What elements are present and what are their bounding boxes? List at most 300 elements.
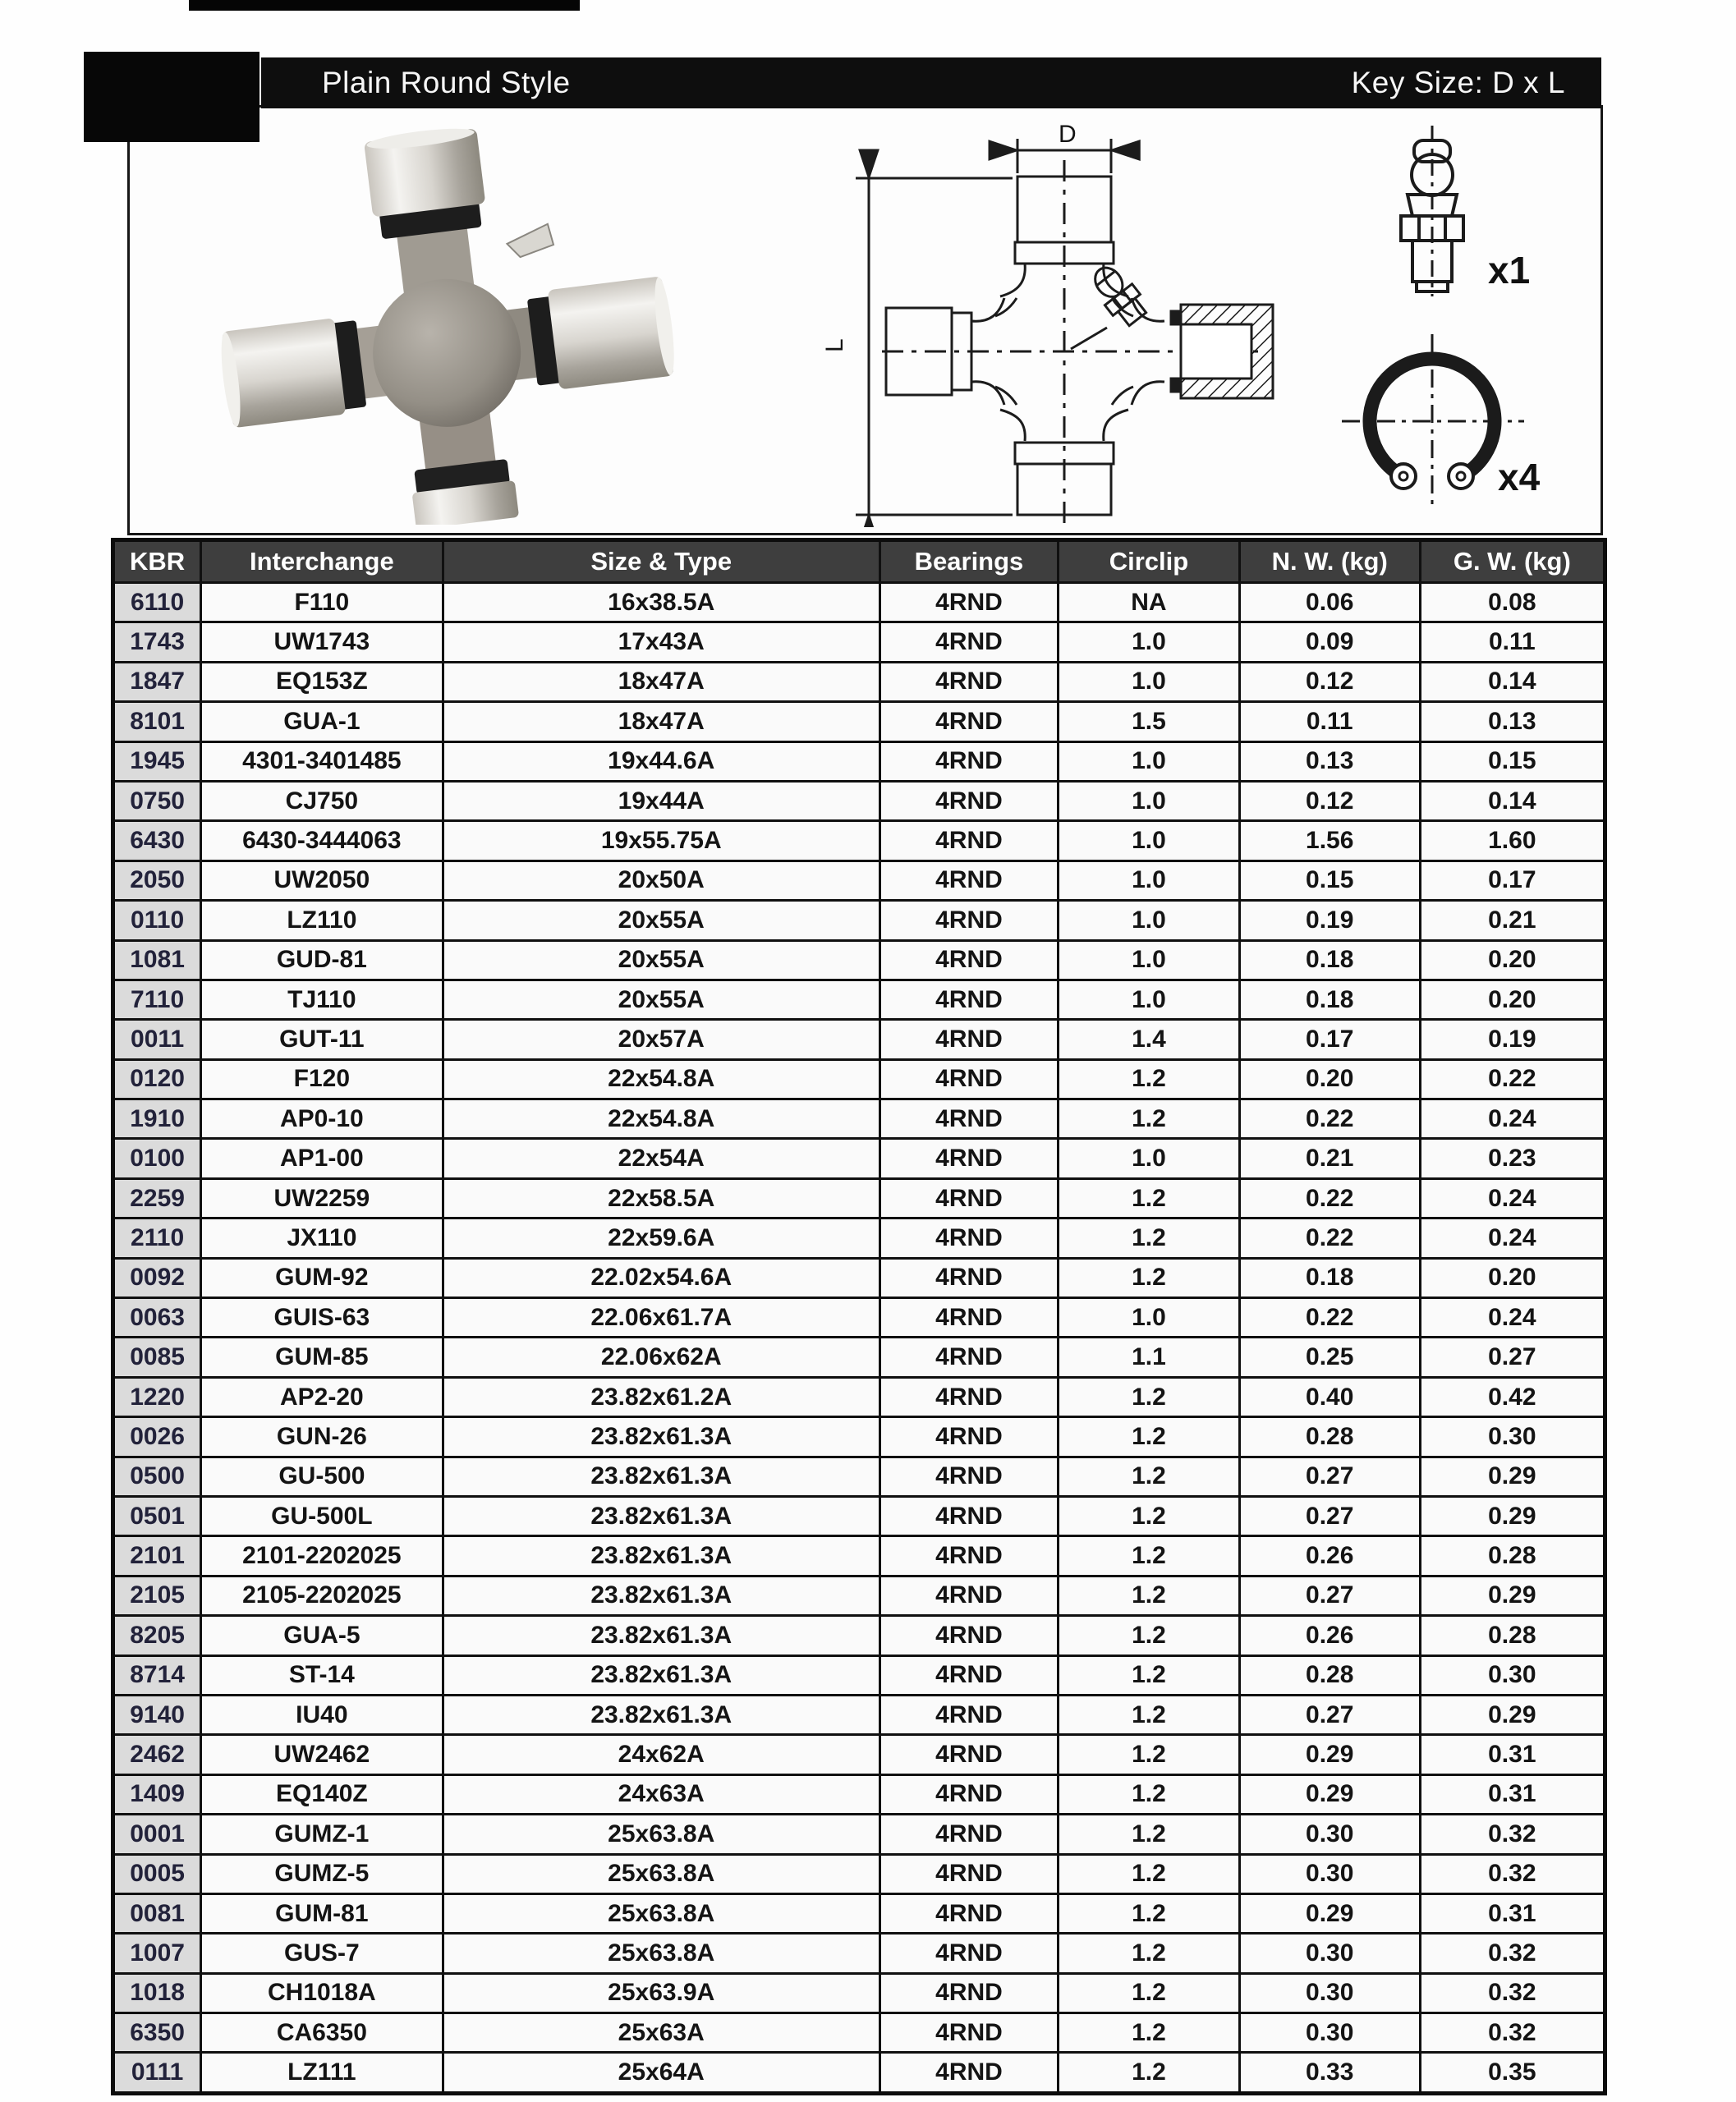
- table-row: [113, 1417, 1605, 1457]
- cell-bearings: 4RND: [879, 940, 1058, 980]
- table-row: [113, 1377, 1605, 1416]
- cell-size_type: 22.06x62A: [443, 1338, 879, 1377]
- cell-circlip: 1.0: [1059, 861, 1240, 900]
- table-row: [113, 1815, 1605, 1854]
- table-row: [113, 1020, 1605, 1059]
- cell-interchange: AP2-20: [201, 1377, 443, 1416]
- cell-net_weight_kg: 0.29: [1239, 1735, 1420, 1774]
- grease-qty-label: x1: [1488, 249, 1531, 291]
- cell-bearings: 4RND: [879, 622, 1058, 662]
- cell-gross_weight_kg: 0.14: [1420, 781, 1605, 820]
- table-row: [113, 980, 1605, 1019]
- cell-net_weight_kg: 0.22: [1239, 1099, 1420, 1139]
- cell-kbr: 1945: [113, 741, 201, 781]
- included-parts: [1335, 119, 1582, 526]
- dim-d-label: D: [1059, 121, 1077, 148]
- cell-size_type: 22.02x54.6A: [443, 1258, 879, 1297]
- cell-interchange: GUN-26: [201, 1417, 443, 1457]
- cell-bearings: 4RND: [879, 1417, 1058, 1457]
- cell-net_weight_kg: 0.11: [1239, 702, 1420, 741]
- table-row: [113, 861, 1605, 900]
- cell-size_type: 25x63.8A: [443, 1934, 879, 1973]
- circlip-icon: [1342, 334, 1524, 508]
- cell-bearings: 4RND: [879, 1298, 1058, 1338]
- cell-interchange: GUM-85: [201, 1338, 443, 1377]
- cell-interchange: GUS-7: [201, 1934, 443, 1973]
- cell-net_weight_kg: 0.22: [1239, 1219, 1420, 1258]
- cell-gross_weight_kg: 0.08: [1420, 583, 1605, 622]
- cell-bearings: 4RND: [879, 2053, 1058, 2093]
- cell-interchange: AP1-00: [201, 1139, 443, 1178]
- table-row: [113, 622, 1605, 662]
- cell-gross_weight_kg: 0.31: [1420, 1774, 1605, 1814]
- column-header-kbr: KBR: [113, 540, 201, 583]
- cell-interchange: LZ111: [201, 2053, 443, 2093]
- cell-kbr: 6350: [113, 2013, 201, 2053]
- figure-panel: [127, 105, 1603, 535]
- cell-circlip: 1.2: [1059, 1616, 1240, 1655]
- cell-gross_weight_kg: 0.13: [1420, 702, 1605, 741]
- cell-kbr: 6110: [113, 583, 201, 622]
- dim-l-label: L: [821, 338, 848, 352]
- cell-gross_weight_kg: 0.24: [1420, 1219, 1605, 1258]
- cell-gross_weight_kg: 0.11: [1420, 622, 1605, 662]
- parts-table: [111, 538, 1607, 2095]
- cell-bearings: 4RND: [879, 1139, 1058, 1178]
- cell-kbr: 0120: [113, 1059, 201, 1099]
- table-row: [113, 1576, 1605, 1615]
- cell-kbr: 0750: [113, 781, 201, 820]
- cell-kbr: 0100: [113, 1139, 201, 1178]
- table-row: [113, 583, 1605, 622]
- cell-size_type: 23.82x61.2A: [443, 1377, 879, 1416]
- cell-interchange: F120: [201, 1059, 443, 1099]
- cell-size_type: 22x54A: [443, 1139, 879, 1178]
- cell-net_weight_kg: 0.06: [1239, 583, 1420, 622]
- cell-net_weight_kg: 0.20: [1239, 1059, 1420, 1099]
- cell-bearings: 4RND: [879, 1934, 1058, 1973]
- cell-interchange: UW2259: [201, 1178, 443, 1218]
- cell-circlip: NA: [1059, 583, 1240, 622]
- cell-net_weight_kg: 0.40: [1239, 1377, 1420, 1416]
- cell-size_type: 19x44A: [443, 781, 879, 820]
- cell-kbr: 2101: [113, 1536, 201, 1576]
- logo-placeholder: [84, 52, 259, 142]
- cell-kbr: 7110: [113, 980, 201, 1019]
- cell-net_weight_kg: 0.19: [1239, 901, 1420, 940]
- cell-size_type: 25x63.8A: [443, 1893, 879, 1933]
- table-row: [113, 2053, 1605, 2093]
- cell-size_type: 16x38.5A: [443, 583, 879, 622]
- cell-interchange: GUMZ-5: [201, 1854, 443, 1893]
- cell-bearings: 4RND: [879, 1099, 1058, 1139]
- cell-gross_weight_kg: 0.32: [1420, 2013, 1605, 2053]
- cell-gross_weight_kg: 0.21: [1420, 901, 1605, 940]
- cell-kbr: 1220: [113, 1377, 201, 1416]
- cell-interchange: JX110: [201, 1219, 443, 1258]
- cell-kbr: 0501: [113, 1496, 201, 1535]
- table-row: [113, 1616, 1605, 1655]
- cell-size_type: 22x54.8A: [443, 1099, 879, 1139]
- cell-interchange: UW2462: [201, 1735, 443, 1774]
- cell-net_weight_kg: 0.28: [1239, 1417, 1420, 1457]
- cell-interchange: GUM-92: [201, 1258, 443, 1297]
- cell-kbr: 1743: [113, 622, 201, 662]
- cell-bearings: 4RND: [879, 702, 1058, 741]
- grease-fitting-sketch: [1086, 259, 1151, 330]
- cell-net_weight_kg: 0.13: [1239, 741, 1420, 781]
- cell-net_weight_kg: 0.30: [1239, 1854, 1420, 1893]
- title-bar: [261, 57, 1601, 108]
- cell-net_weight_kg: 0.33: [1239, 2053, 1420, 2093]
- cell-interchange: GUT-11: [201, 1020, 443, 1059]
- cell-circlip: 1.2: [1059, 1576, 1240, 1615]
- cell-gross_weight_kg: 0.19: [1420, 1020, 1605, 1059]
- cell-size_type: 23.82x61.3A: [443, 1695, 879, 1734]
- cell-interchange: GUMZ-1: [201, 1815, 443, 1854]
- cell-kbr: 1018: [113, 1973, 201, 2013]
- cell-circlip: 1.0: [1059, 741, 1240, 781]
- cell-circlip: 1.1: [1059, 1338, 1240, 1377]
- cell-gross_weight_kg: 1.60: [1420, 821, 1605, 861]
- circlip-qty-label: x4: [1498, 456, 1541, 498]
- cell-kbr: 1007: [113, 1934, 201, 1973]
- cell-size_type: 23.82x61.3A: [443, 1655, 879, 1695]
- cell-gross_weight_kg: 0.30: [1420, 1655, 1605, 1695]
- cell-interchange: GU-500L: [201, 1496, 443, 1535]
- cell-circlip: 1.2: [1059, 1219, 1240, 1258]
- cell-gross_weight_kg: 0.32: [1420, 1815, 1605, 1854]
- cell-net_weight_kg: 0.29: [1239, 1893, 1420, 1933]
- cell-circlip: 1.2: [1059, 1695, 1240, 1734]
- cell-interchange: UW1743: [201, 622, 443, 662]
- cell-gross_weight_kg: 0.24: [1420, 1178, 1605, 1218]
- cell-size_type: 22.06x61.7A: [443, 1298, 879, 1338]
- cell-size_type: 17x43A: [443, 622, 879, 662]
- cell-net_weight_kg: 0.12: [1239, 781, 1420, 820]
- table-row: [113, 1934, 1605, 1973]
- cell-kbr: 2462: [113, 1735, 201, 1774]
- table-row: [113, 1735, 1605, 1774]
- cell-kbr: 6430: [113, 821, 201, 861]
- cell-net_weight_kg: 0.15: [1239, 861, 1420, 900]
- cell-interchange: AP0-10: [201, 1099, 443, 1139]
- dimension-drawing: [810, 112, 1302, 527]
- cell-kbr: 0005: [113, 1854, 201, 1893]
- cell-circlip: 1.2: [1059, 1258, 1240, 1297]
- cell-circlip: 1.2: [1059, 1854, 1240, 1893]
- cell-circlip: 1.0: [1059, 901, 1240, 940]
- cell-kbr: 1081: [113, 940, 201, 980]
- cell-interchange: GUIS-63: [201, 1298, 443, 1338]
- cell-gross_weight_kg: 0.20: [1420, 1258, 1605, 1297]
- cell-circlip: 1.2: [1059, 1417, 1240, 1457]
- cell-interchange: GUA-5: [201, 1616, 443, 1655]
- table-row: [113, 1139, 1605, 1178]
- cell-net_weight_kg: 0.18: [1239, 940, 1420, 980]
- cell-circlip: 1.2: [1059, 1377, 1240, 1416]
- table-row: [113, 1258, 1605, 1297]
- cell-size_type: 25x63.8A: [443, 1854, 879, 1893]
- table-row: [113, 741, 1605, 781]
- cell-gross_weight_kg: 0.32: [1420, 1854, 1605, 1893]
- cell-bearings: 4RND: [879, 1973, 1058, 2013]
- cell-kbr: 8101: [113, 702, 201, 741]
- cell-interchange: GUD-81: [201, 940, 443, 980]
- cell-circlip: 1.2: [1059, 1934, 1240, 1973]
- cell-bearings: 4RND: [879, 741, 1058, 781]
- cell-bearings: 4RND: [879, 1178, 1058, 1218]
- table-row: [113, 1298, 1605, 1338]
- cell-net_weight_kg: 0.30: [1239, 1815, 1420, 1854]
- cell-gross_weight_kg: 0.29: [1420, 1576, 1605, 1615]
- cell-size_type: 23.82x61.3A: [443, 1457, 879, 1496]
- table-row: [113, 1496, 1605, 1535]
- cell-size_type: 24x63A: [443, 1774, 879, 1814]
- cell-bearings: 4RND: [879, 861, 1058, 900]
- column-header-bearings: Bearings: [879, 540, 1058, 583]
- cell-net_weight_kg: 0.26: [1239, 1536, 1420, 1576]
- cell-kbr: 2105: [113, 1576, 201, 1615]
- cell-gross_weight_kg: 0.22: [1420, 1059, 1605, 1099]
- table-row: [113, 662, 1605, 701]
- cell-gross_weight_kg: 0.17: [1420, 861, 1605, 900]
- table-row: [113, 901, 1605, 940]
- cell-gross_weight_kg: 0.20: [1420, 980, 1605, 1019]
- table-row: [113, 1219, 1605, 1258]
- cell-size_type: 20x50A: [443, 861, 879, 900]
- cell-net_weight_kg: 0.18: [1239, 980, 1420, 1019]
- cell-gross_weight_kg: 0.24: [1420, 1298, 1605, 1338]
- cell-gross_weight_kg: 0.31: [1420, 1893, 1605, 1933]
- cell-gross_weight_kg: 0.35: [1420, 2053, 1605, 2093]
- cell-bearings: 4RND: [879, 1219, 1058, 1258]
- table-row: [113, 1178, 1605, 1218]
- cell-circlip: 1.0: [1059, 980, 1240, 1019]
- cell-size_type: 18x47A: [443, 662, 879, 701]
- table-row: [113, 2013, 1605, 2053]
- table-row: [113, 1536, 1605, 1576]
- cell-kbr: 0026: [113, 1417, 201, 1457]
- cell-circlip: 1.0: [1059, 1139, 1240, 1178]
- cell-net_weight_kg: 0.09: [1239, 622, 1420, 662]
- table-row: [113, 1655, 1605, 1695]
- cell-bearings: 4RND: [879, 1735, 1058, 1774]
- cell-size_type: 25x63A: [443, 2013, 879, 2053]
- cell-net_weight_kg: 1.56: [1239, 821, 1420, 861]
- cell-gross_weight_kg: 0.29: [1420, 1496, 1605, 1535]
- cell-kbr: 0063: [113, 1298, 201, 1338]
- cell-interchange: GUM-81: [201, 1893, 443, 1933]
- column-header-size_type: Size & Type: [443, 540, 879, 583]
- cell-interchange: F110: [201, 583, 443, 622]
- cell-net_weight_kg: 0.21: [1239, 1139, 1420, 1178]
- cell-interchange: 2101-2202025: [201, 1536, 443, 1576]
- cell-circlip: 1.2: [1059, 1059, 1240, 1099]
- cell-size_type: 19x55.75A: [443, 821, 879, 861]
- cell-circlip: 1.4: [1059, 1020, 1240, 1059]
- cell-circlip: 1.2: [1059, 1457, 1240, 1496]
- cell-bearings: 4RND: [879, 781, 1058, 820]
- cell-size_type: 22x58.5A: [443, 1178, 879, 1218]
- cell-bearings: 4RND: [879, 1616, 1058, 1655]
- table-row: [113, 940, 1605, 980]
- cell-kbr: 0011: [113, 1020, 201, 1059]
- cell-interchange: UW2050: [201, 861, 443, 900]
- cell-bearings: 4RND: [879, 2013, 1058, 2053]
- cell-size_type: 20x57A: [443, 1020, 879, 1059]
- cell-net_weight_kg: 0.26: [1239, 1616, 1420, 1655]
- table-header-row: [113, 540, 1605, 583]
- cell-circlip: 1.0: [1059, 662, 1240, 701]
- cell-bearings: 4RND: [879, 1059, 1058, 1099]
- ujoint-photo: [175, 114, 700, 525]
- table-row: [113, 1893, 1605, 1933]
- cell-circlip: 1.2: [1059, 1655, 1240, 1695]
- cell-size_type: 20x55A: [443, 980, 879, 1019]
- cell-circlip: 1.2: [1059, 2013, 1240, 2053]
- cell-bearings: 4RND: [879, 1774, 1058, 1814]
- cell-bearings: 4RND: [879, 1536, 1058, 1576]
- cell-net_weight_kg: 0.30: [1239, 1973, 1420, 2013]
- cell-size_type: 23.82x61.3A: [443, 1576, 879, 1615]
- cell-circlip: 1.2: [1059, 1735, 1240, 1774]
- cell-gross_weight_kg: 0.23: [1420, 1139, 1605, 1178]
- table-row: [113, 821, 1605, 861]
- cell-size_type: 18x47A: [443, 702, 879, 741]
- cell-size_type: 22x54.8A: [443, 1059, 879, 1099]
- table-row: [113, 1457, 1605, 1496]
- cell-circlip: 1.2: [1059, 1973, 1240, 2013]
- cell-bearings: 4RND: [879, 1893, 1058, 1933]
- cell-gross_weight_kg: 0.31: [1420, 1735, 1605, 1774]
- cell-bearings: 4RND: [879, 901, 1058, 940]
- cell-interchange: 6430-3444063: [201, 821, 443, 861]
- cell-bearings: 4RND: [879, 1815, 1058, 1854]
- cell-kbr: 0081: [113, 1893, 201, 1933]
- cell-circlip: 1.2: [1059, 1893, 1240, 1933]
- cell-bearings: 4RND: [879, 1576, 1058, 1615]
- cell-net_weight_kg: 0.30: [1239, 1934, 1420, 1973]
- cell-interchange: CH1018A: [201, 1973, 443, 2013]
- cell-gross_weight_kg: 0.15: [1420, 741, 1605, 781]
- cell-circlip: 1.2: [1059, 1099, 1240, 1139]
- cell-size_type: 25x63.9A: [443, 1973, 879, 2013]
- cell-kbr: 1910: [113, 1099, 201, 1139]
- cell-kbr: 0001: [113, 1815, 201, 1854]
- cell-circlip: 1.0: [1059, 781, 1240, 820]
- table-section: [111, 538, 1607, 2095]
- cell-bearings: 4RND: [879, 980, 1058, 1019]
- cell-net_weight_kg: 0.17: [1239, 1020, 1420, 1059]
- cell-gross_weight_kg: 0.29: [1420, 1457, 1605, 1496]
- cell-interchange: ST-14: [201, 1655, 443, 1695]
- cell-net_weight_kg: 0.22: [1239, 1178, 1420, 1218]
- cell-kbr: 8714: [113, 1655, 201, 1695]
- cell-interchange: EQ153Z: [201, 662, 443, 701]
- cell-interchange: EQ140Z: [201, 1774, 443, 1814]
- cell-net_weight_kg: 0.22: [1239, 1298, 1420, 1338]
- cell-size_type: 20x55A: [443, 901, 879, 940]
- table-row: [113, 781, 1605, 820]
- cell-bearings: 4RND: [879, 1854, 1058, 1893]
- cell-interchange: GU-500: [201, 1457, 443, 1496]
- cell-size_type: 23.82x61.3A: [443, 1616, 879, 1655]
- cell-interchange: IU40: [201, 1695, 443, 1734]
- cell-bearings: 4RND: [879, 1695, 1058, 1734]
- cell-kbr: 2259: [113, 1178, 201, 1218]
- cell-net_weight_kg: 0.18: [1239, 1258, 1420, 1297]
- column-header-net_weight_kg: N. W. (kg): [1239, 540, 1420, 583]
- key-size-label: Key Size: D x L: [1351, 66, 1565, 99]
- cell-size_type: 23.82x61.3A: [443, 1496, 879, 1535]
- cell-kbr: 0092: [113, 1258, 201, 1297]
- cell-net_weight_kg: 0.27: [1239, 1457, 1420, 1496]
- table-row: [113, 1099, 1605, 1139]
- cell-net_weight_kg: 0.29: [1239, 1774, 1420, 1814]
- cell-kbr: 2110: [113, 1219, 201, 1258]
- cell-gross_weight_kg: 0.27: [1420, 1338, 1605, 1377]
- cell-kbr: 9140: [113, 1695, 201, 1734]
- cell-bearings: 4RND: [879, 583, 1058, 622]
- cell-gross_weight_kg: 0.28: [1420, 1536, 1605, 1576]
- grease-fitting-icon: [1401, 126, 1463, 296]
- cell-circlip: 1.0: [1059, 940, 1240, 980]
- cell-kbr: 0110: [113, 901, 201, 940]
- cell-circlip: 1.2: [1059, 1536, 1240, 1576]
- column-header-circlip: Circlip: [1059, 540, 1240, 583]
- cell-size_type: 20x55A: [443, 940, 879, 980]
- table-row: [113, 1854, 1605, 1893]
- cell-circlip: 1.2: [1059, 1815, 1240, 1854]
- cell-size_type: 19x44.6A: [443, 741, 879, 781]
- cell-net_weight_kg: 0.28: [1239, 1655, 1420, 1695]
- cell-kbr: 0085: [113, 1338, 201, 1377]
- table-row: [113, 1695, 1605, 1734]
- cell-interchange: GUA-1: [201, 702, 443, 741]
- cell-bearings: 4RND: [879, 1457, 1058, 1496]
- cell-size_type: 24x62A: [443, 1735, 879, 1774]
- cell-gross_weight_kg: 0.32: [1420, 1934, 1605, 1973]
- cell-interchange: 2105-2202025: [201, 1576, 443, 1615]
- cell-kbr: 1409: [113, 1774, 201, 1814]
- cell-kbr: 1847: [113, 662, 201, 701]
- cell-bearings: 4RND: [879, 1496, 1058, 1535]
- table-row: [113, 1338, 1605, 1377]
- column-header-gross_weight_kg: G. W. (kg): [1420, 540, 1605, 583]
- cell-net_weight_kg: 0.25: [1239, 1338, 1420, 1377]
- cell-interchange: CJ750: [201, 781, 443, 820]
- cell-circlip: 1.2: [1059, 2053, 1240, 2093]
- cell-net_weight_kg: 0.27: [1239, 1695, 1420, 1734]
- table-row: [113, 1059, 1605, 1099]
- page-title: Plain Round Style: [322, 66, 571, 99]
- cell-kbr: 2050: [113, 861, 201, 900]
- cell-gross_weight_kg: 0.14: [1420, 662, 1605, 701]
- cell-size_type: 25x63.8A: [443, 1815, 879, 1854]
- cell-bearings: 4RND: [879, 1338, 1058, 1377]
- column-header-interchange: Interchange: [201, 540, 443, 583]
- cell-kbr: 0500: [113, 1457, 201, 1496]
- cell-bearings: 4RND: [879, 1020, 1058, 1059]
- cell-gross_weight_kg: 0.28: [1420, 1616, 1605, 1655]
- cell-gross_weight_kg: 0.20: [1420, 940, 1605, 980]
- cell-circlip: 1.2: [1059, 1496, 1240, 1535]
- cell-gross_weight_kg: 0.24: [1420, 1099, 1605, 1139]
- cell-circlip: 1.0: [1059, 1298, 1240, 1338]
- cell-circlip: 1.0: [1059, 821, 1240, 861]
- table-row: [113, 702, 1605, 741]
